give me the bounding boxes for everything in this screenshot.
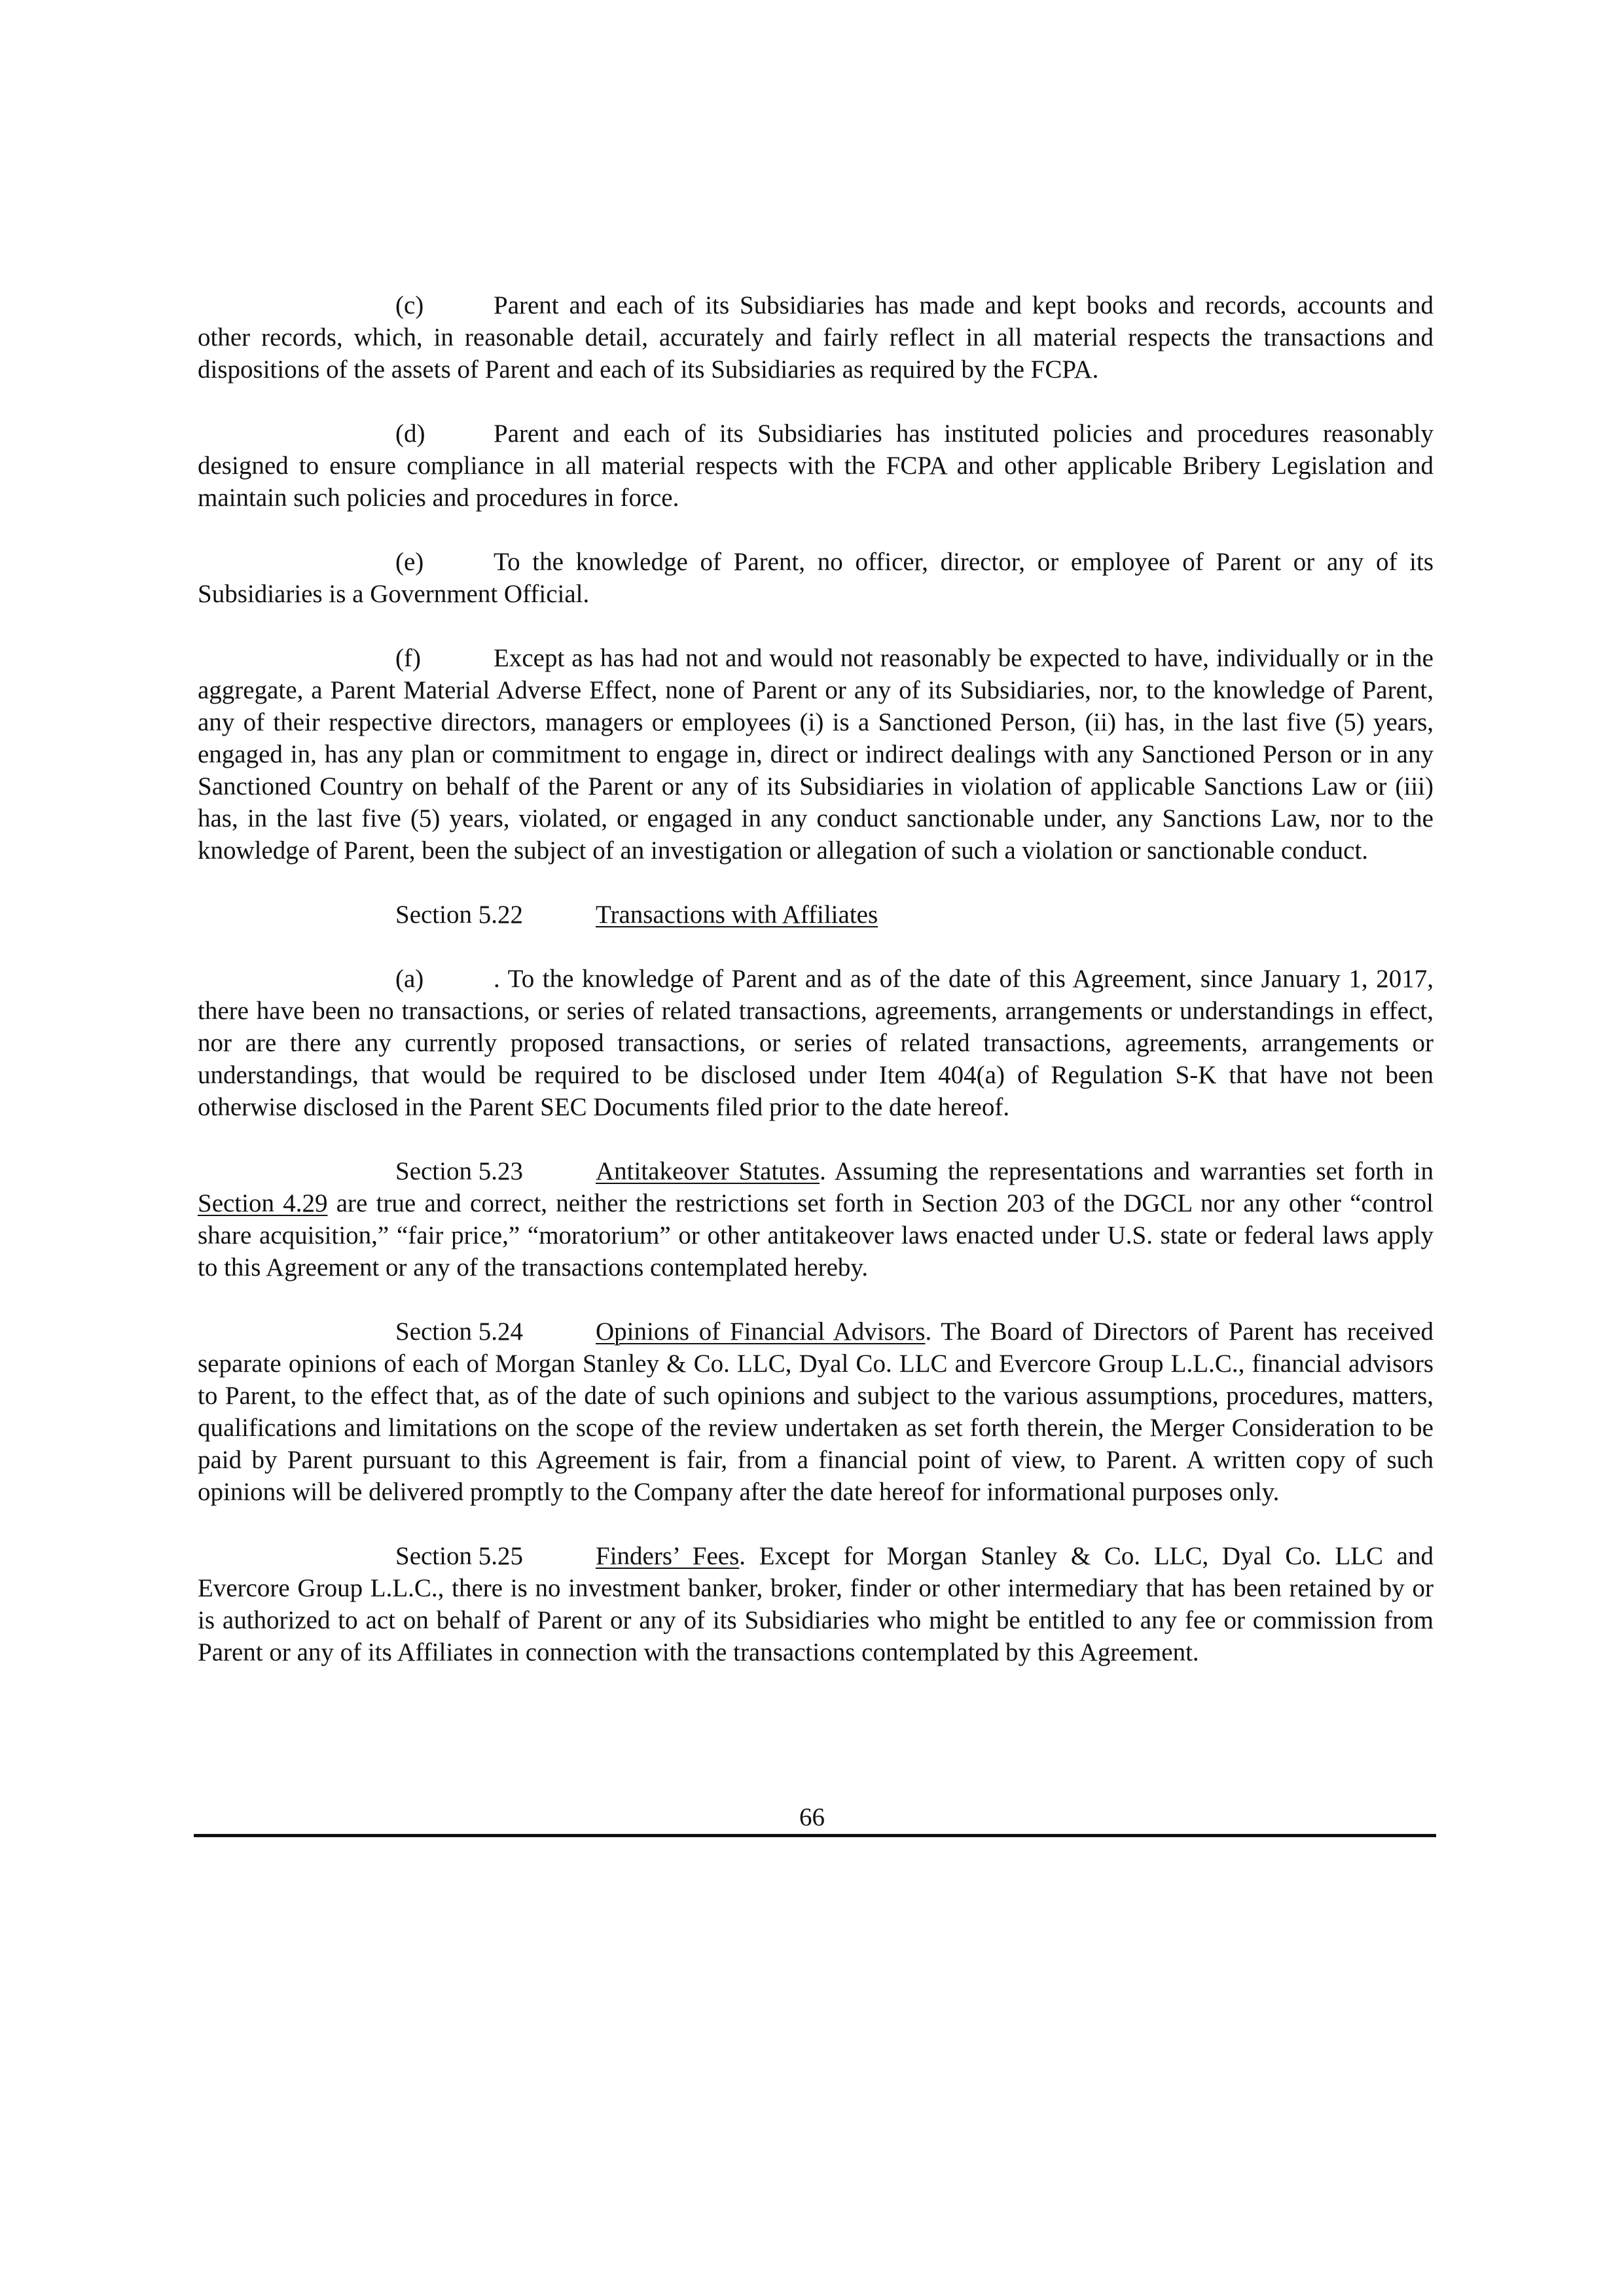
paragraph-d-text: Parent and each of its Subsidiaries has instituted policies and procedures reasonably designed to ensure compliance in all material respects with the FCPA and other applicable Bribery Legislation and maintain such policies and procedures in force. <box>198 420 1434 512</box>
section-5-24 <box>198 1316 1434 1508</box>
section-5-23 <box>198 1155 1434 1283</box>
footer-rule <box>194 1834 1436 1837</box>
section-5-24-number: Section 5.24 <box>395 1318 523 1346</box>
paragraph-d-label: (d) <box>395 420 425 448</box>
section-5-23-text-after-ref: are true and correct, neither the restrictions set forth in Section 203 of the DGCL nor any other “control share acquisition,” “fair price,” “moratorium” or other antitakeover laws enacted under U.S. state or federal laws apply to this Agreement or any of the transactions contemplated hereby. <box>198 1189 1434 1282</box>
section-5-22-title: Transactions with Affiliates <box>596 901 878 929</box>
paragraph-e <box>198 546 1434 610</box>
section-5-25-title: Finders’ Fees <box>596 1542 740 1570</box>
section-5-24-text: . The Board of Directors of Parent has received separate opinions of each of Morgan Stanley & Co. LLC, Dyal Co. LLC and Evercore Group L.L.C., financial advisors to Parent, to the effect that, as of the date of such opinions and subject to the various assumptions, procedures, matters, qualifications and limitations on the scope of the review undertaken as set forth therein, the Merger Consideration to be paid by Parent pursuant to this Agreement is fair, from a financial point of view, to Parent. A written copy of such opinions will be delivered promptly to the Company after the date hereof for informational purposes only. <box>198 1318 1434 1506</box>
section-5-22-a-text: . To the knowledge of Parent and as of the date of this Agreement, since January 1, 2017, there have been no transactions, or series of related transactions, agreements, arrangements or understandings in effect, nor are there any currently proposed transactions, or series of related transactions, agreements, arrangements or understandings, that would be required to be disclosed under Item 404(a) of Regulation S-K that have not been otherwise disclosed in the Parent SEC Documents filed prior to the date hereof. <box>198 965 1434 1121</box>
section-5-25-text: . Except for Morgan Stanley & Co. LLC, Dyal Co. LLC and Evercore Group L.L.C., there is no investment banker, broker, finder or other intermediary that has been retained by or is authorized to act on behalf of Parent or any of its Subsidiaries who might be entitled to any fee or commission from Parent or any of its Affiliates in connection with the transactions contemplated by this Agreement. <box>198 1542 1434 1666</box>
section-5-25-number: Section 5.25 <box>395 1542 523 1570</box>
section-5-22-number: Section 5.22 <box>395 901 523 929</box>
page-body <box>198 289 1434 1700</box>
paragraph-f-text: Except as has had not and would not reasonably be expected to have, individually or in the aggregate, a Parent Material Adverse Effect, none of Parent or any of its Subsidiaries, nor, to the knowledge of Parent, any of their respective directors, managers or employees (i) is a Sanctioned Person, (ii) has, in the last five (5) years, engaged in, has any plan or commitment to engage in, direct or indirect dealings with any Sanctioned Person or in any Sanctioned Country on behalf of the Parent or any of its Subsidiaries in violation of applicable Sanctions Law or (iii) has, in the last five (5) years, violated, or engaged in any conduct sanctionable under, any Sanctions Law, nor to the knowledge of Parent, been the subject of an investigation or allegation of such a violation or sanctionable conduct. <box>198 644 1434 865</box>
paragraph-d <box>198 418 1434 514</box>
section-5-23-title: Antitakeover Statutes <box>596 1157 820 1185</box>
section-4-29-reference: Section 4.29 <box>198 1189 328 1217</box>
section-5-25 <box>198 1540 1434 1668</box>
paragraph-c-text: Parent and each of its Subsidiaries has made and kept books and records, accounts and other records, which, in reasonable detail, accurately and fairly reflect in all material respects the transactions and dispositions of the assets of Parent and each of its Subsidiaries as required by the FCPA. <box>198 291 1434 384</box>
paragraph-c-label: (c) <box>395 291 424 319</box>
paragraph-e-label: (e) <box>395 548 424 576</box>
page-number: 66 <box>799 1803 825 1831</box>
paragraph-f-label: (f) <box>395 644 421 672</box>
section-5-22-heading <box>198 899 1434 931</box>
paragraph-f <box>198 642 1434 867</box>
paragraph-c <box>198 289 1434 386</box>
section-5-22-a-label: (a) <box>395 965 424 993</box>
section-5-23-text-before-ref: . Assuming the representations and warranties set forth in <box>820 1157 1434 1185</box>
paragraph-e-text: To the knowledge of Parent, no officer, director, or employee of Parent or any of its Subsidiaries is a Government Official. <box>198 548 1434 608</box>
section-5-24-title: Opinions of Financial Advisors <box>596 1318 926 1346</box>
section-5-23-number: Section 5.23 <box>395 1157 523 1185</box>
section-5-22-paragraph-a <box>198 963 1434 1123</box>
